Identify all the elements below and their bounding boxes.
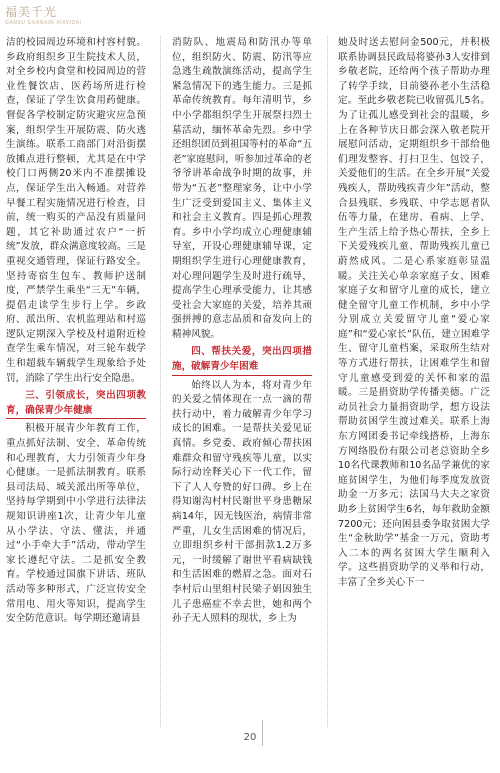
column-3 (338, 36, 490, 591)
paragraph: 洁的校园周边环境和村容村貌。乡政府组织乡卫生院技术人员，对全乡校内食堂和校园周边的营业性餐饮店、医药场所进行检查，保证了学生饮食用药健康。督促各学校制定防灾避灾应急预案，组织学生开展防震、防火逃生演练。联系工商部门对沿街摆放摊点进行整顿，尤其是在中学校门口两侧20米内不准摆摊设点，保证学生出入畅通。对营养早餐工程实施情况进行检查，目前，统一购买的产品没有质量问题，其它补助通过农户“一折统”发放，群众满意度较高。三是重视交通管理，保证行路安全。坚持寄宿生包车、教师护送制度，严禁学生乘坐“三无”车辆，提倡走读学生步行上学。乡政府、派出所、农机监理站和村巡逻队定期深入学校及村道附近检查学生乘车情况，对三轮车载学生和超载车辆载学生现象给予处罚，消除了学生出行安全隐患。 (6, 37, 146, 384)
logo-subtitle: GANSU GUANXIN XIAYIDAI (5, 20, 82, 26)
column-divider (160, 36, 161, 727)
section-heading-3: 三、引领成长，突出四项教育，确保青少年健康 (6, 389, 146, 419)
column-1 (6, 36, 146, 627)
column-divider (327, 36, 328, 727)
section-heading-4: 四、帮扶关爱，突出四项措施，破解青少年困难 (172, 345, 312, 375)
magazine-logo (5, 3, 82, 29)
column-2 (172, 36, 312, 627)
page-number-rule (262, 720, 263, 746)
paragraph: 她及时送去慰问金500元，并积极联系协调县民政局将婆孙3人安排到乡敬老院，还给两个孩子帮助办理了转学手续，目前婆孙老小生活稳定。至此乡敬老院已收留孤儿5名。为了让孤儿感受到社会的温暖，乡上在各种节庆日都会深入敬老院开展慰问活动，定期组织乡干部给他们理发整容、打扫卫生、包饺子，关爱他们的生活。在全乡开展“关爱残疾人，帮助残疾青少年”活动，整合县残联、乡残联、中学志愿者队伍等力量，在建房、看病、上学、生产生活上给予热心帮扶，全乡上下关爱残疾儿童、帮助残疾儿童已蔚然成风。二是心系家庭彰显温暖。关注关心单亲家庭子女、困难家庭子女和留守儿童的成长，建立健全留守儿童工作机制，乡中小学分别成立关爱留守儿童“爱心家庭”和“爱心家长”队伍，建立困难学生、留守儿童档案，采取所生结对等方式进行帮扶，让困难学生和留守儿童感受到爱的关怀和家的温暖。三是捐资助学传播美德。广泛动员社会力量捐资助学，想方设法帮助贫困学生渡过难关。联系上海东方网团委书记牵线搭桥，上海东方网络股份有限公司老总资助全乡10名代课教师和10名品学兼优的家庭贫困学生，为他们每季度发放资助金一万多元；法国马大夫之家资助乡上贫困学生6名，每年救助金额7200元；还向困县委争取贫困大学生“金秋助学”基金一万元，资助考入二本的两名贫困大学生顺利入学。这些捐资助学的义举和行动，丰富了全乡关心下一 (338, 37, 490, 588)
paragraph: 始终以人为本，将对青少年的关爱之情体现在一点一滴的帮扶行动中，着力破解青少年学习成长的困难。一是帮扶关爱见证真情。乡党委、政府倾心帮扶困难群众和留守残疾等儿童，以实际行动诠释关心下一代工作，留下了人人夸赞的好口碑。乡上在得知谢沟村村民谢世平身患糖尿病14年，因无钱医治，病情非常严重，儿女生活困难的情况后，立即组织乡村干部捐款1.2万多元，一时缓解了谢世平看病缺钱和生活困难的燃眉之急。面对石李村后山里组村民梁子娟因独生儿子患癌症不幸去世，她和两个孙子无人照料的现状，乡上为 (172, 379, 312, 625)
logo-title: 福美千光 (5, 5, 58, 19)
paragraph: 积极开展青少年教育工作，重点抓好法制、安全、革命传统和心理教育，大力引领青少年身心健康。一是抓法制教育。联系县司法局、城关派出所等单位，坚持每学期到中小学进行法律法规知识讲座1次，让青少年儿童从小学法、守法、懂法，并通过“小手牵大手”活动，带动学生家长遵纪守法。二是抓安全教育。学校通过国旗下讲话、班队活动等多种形式，广泛宣传安全常用电、用火等知识，提高学生安全防范意识。每学期还邀请县 (6, 423, 146, 625)
page-number: 20 (243, 732, 257, 743)
paragraph: 消防队、地震局和防汛办等单位，组织防火、防震、防汛等应急逃生疏散演练活动，提高学生紧急情况下的逃生能力。三是抓革命传统教育。每年清明节，乡中小学都组织学生开展祭扫烈士墓活动，缅怀革命先烈。乡中学还组织团员到祖国等村的革命“五老”家庭慰问，听参加过革命的老爷爷讲革命战争时期的故事，并带为“五老”整理家务，让中小学生广泛受到爱国主义、集体主义和社会主义教育。四是抓心理教育。乡中小学均成立心理健康辅导室，开设心理健康辅导课，定期组织学生进行心理健康教育，对心理问题学生及时进行疏导，提高学生心理承受能力，让其感受社会大家庭的关爱，培养其顽强拼搏的意志品质和奋发向上的精神风貌。 (172, 37, 312, 340)
